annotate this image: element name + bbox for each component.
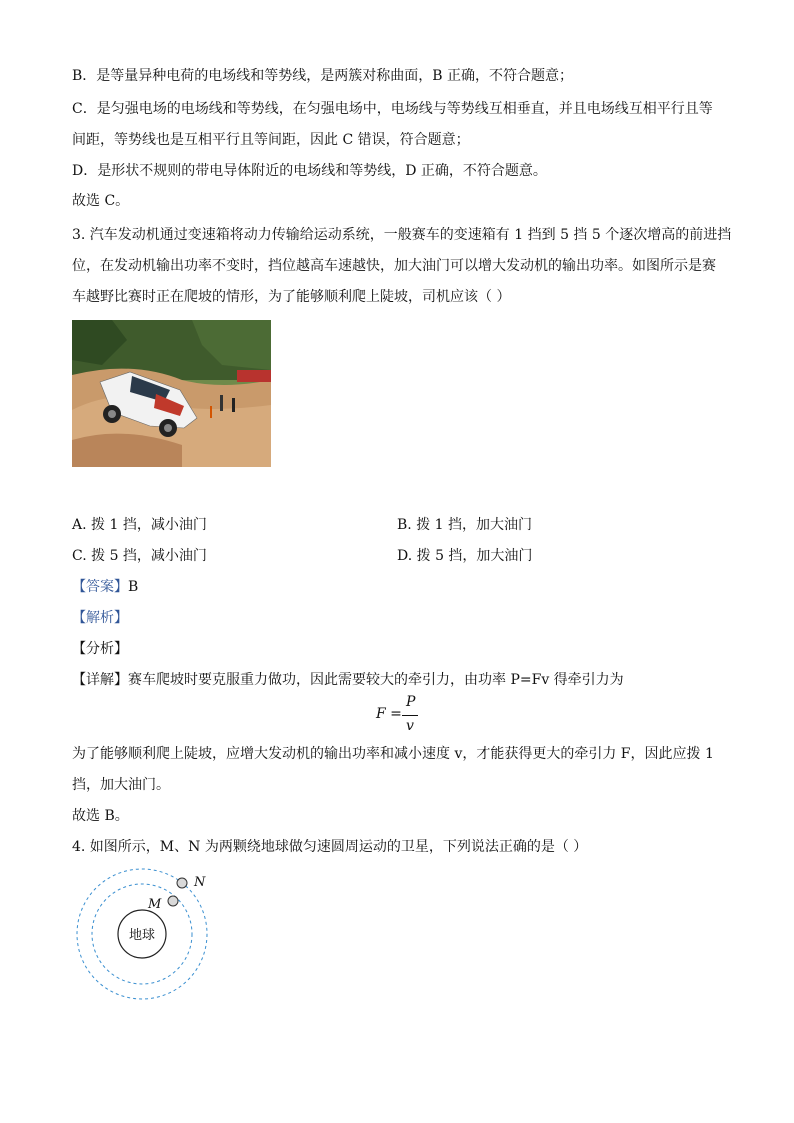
formula-denominator: v <box>406 718 414 734</box>
detail-line: 挡，加大油门。 <box>72 777 170 793</box>
final-choice: 故选 B。 <box>72 808 129 824</box>
question-3-stem: 位，在发动机输出功率不变时，挡位越高车速越快，加大油门可以增大发动机的输出功率。如图所示是赛 <box>72 258 716 274</box>
offroad-car-climbing-photo <box>72 320 271 467</box>
text-line: B．是等量异种电荷的电场线和等势线，是两簇对称曲面，B 正确，不符合题意； <box>72 68 574 84</box>
text-line: D．是形状不规则的带电导体附近的电场线和等势线，D 正确，不符合题意。 <box>72 163 547 179</box>
earth-label: 地球 <box>128 928 156 943</box>
detail-tag: 【详解】 <box>72 672 128 688</box>
detail-line: 为了能够顺利爬上陡坡，应增大发动机的输出功率和减小速度 v，才能获得更大的牵引力 F，因此应拨 1 <box>72 746 714 762</box>
analysis-tag: 【解析】 <box>72 610 128 626</box>
detail-text: 赛车爬坡时要克服重力做功，因此需要较大的牵引力，由功率 P=Fv 得牵引力为 <box>128 672 624 688</box>
question-3-stem: 车越野比赛时正在爬坡的情形，为了能够顺利爬上陡坡，司机应该（ ） <box>72 289 511 305</box>
text-line: C．是匀强电场的电场线和等势线，在匀强电场中，电场线与等势线互相垂直，并且电场线互相平行且等 <box>72 101 713 117</box>
satellite-orbit-diagram <box>72 864 222 1010</box>
text-line: 故选 C。 <box>72 193 130 209</box>
formula-force <box>376 694 436 738</box>
fenxi-tag: 【分析】 <box>72 641 128 657</box>
formula-numerator: P <box>406 694 416 710</box>
option-d[interactable]: D. 拨 5 挡，加大油门 <box>397 548 533 564</box>
answer-value: B <box>128 579 139 595</box>
option-c[interactable]: C. 拨 5 挡，减小油门 <box>72 548 207 564</box>
satellite-n <box>177 878 187 888</box>
answer-tag: 【答案】 <box>72 579 128 595</box>
formula-lhs: F = <box>376 706 402 722</box>
satellite-m <box>168 896 178 906</box>
question-4-stem: 4. 如图所示，M、N 为两颗绕地球做匀速圆周运动的卫星，下列说法正确的是（ ） <box>72 839 588 855</box>
satellite-m-label: M <box>148 897 162 912</box>
fraction-bar <box>402 715 418 716</box>
option-b[interactable]: B. 拨 1 挡，加大油门 <box>397 517 532 533</box>
text-line: 间距，等势线也是互相平行且等间距，因此 C 错误，符合题意； <box>72 132 470 148</box>
answer-line <box>72 577 138 597</box>
satellite-n-label: N <box>194 875 206 890</box>
question-3-stem: 3. 汽车发动机通过变速箱将动力传输给运动系统，一般赛车的变速箱有 1 挡到 5 挡 5 个逐次增高的前进挡 <box>72 227 732 243</box>
option-a[interactable]: A. 拨 1 挡，减小油门 <box>72 517 207 533</box>
detail-line <box>72 670 624 690</box>
